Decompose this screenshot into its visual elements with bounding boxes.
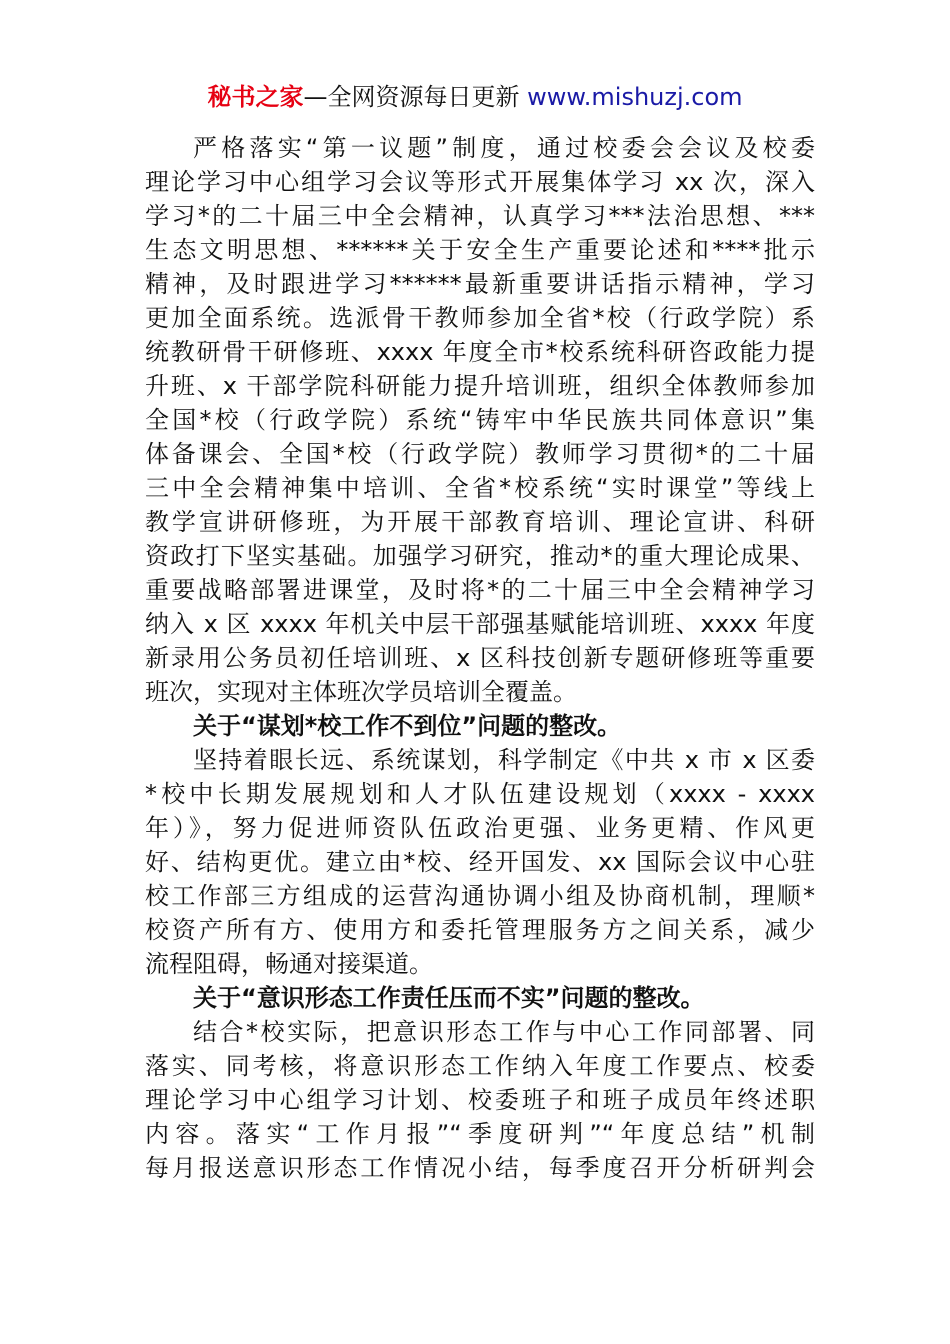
text-line: 流程阻碍，畅通对接渠道。 <box>145 950 433 978</box>
text-line: 三中全会精神集中培训、全省*校系统“实时课堂”等线上 <box>145 474 815 502</box>
site-url-link[interactable]: www.mishuzj.com <box>527 83 743 111</box>
text-line: 更加全面系统。选派骨干教师参加全省*校（行政学院）系 <box>145 304 815 332</box>
text-line: 升班、x 干部学院科研能力提升培训班，组织全体教师参加 <box>145 372 815 400</box>
text-line: 好、结构更优。建立由*校、经开国发、xx 国际会议中心驻 <box>145 848 815 876</box>
site-brand: 秘书之家 <box>207 83 304 111</box>
text-line: 每月报送意识形态工作情况小结，每季度召开分析研判会 <box>145 1154 815 1182</box>
text-line: 生态文明思想、******关于安全生产重要论述和****批示 <box>145 236 815 264</box>
text-line: 年）》，努力促进师资队伍政治更强、业务更精、作风更 <box>145 814 815 842</box>
section-heading: 关于“意识形态工作责任压而不实”问题的整改。 <box>193 984 705 1012</box>
text-line: 班次，实现对主体班次学员培训全覆盖。 <box>145 678 577 706</box>
text-line: 学习*的二十届三中全会精神，认真学习***法治思想、*** <box>145 202 815 230</box>
text-line: 资政打下坚实基础。加强学习研究，推动*的重大理论成果、 <box>145 542 815 570</box>
text-line: 严格落实“第一议题”制度，通过校委会会议及校委 <box>193 134 815 162</box>
text-line: 全国*校（行政学院）系统“铸牢中华民族共同体意识”集 <box>145 406 815 434</box>
text-line: 理论学习中心组学习计划、校委班子和班子成员年终述职 <box>145 1086 815 1114</box>
text-line: 重要战略部署进课堂，及时将*的二十届三中全会精神学习 <box>145 576 815 604</box>
text-line: 新录用公务员初任培训班、x 区科技创新专题研修班等重要 <box>145 644 815 672</box>
document-body <box>145 131 815 1185</box>
text-line: 理论学习中心组学习会议等形式开展集体学习 xx 次，深入 <box>145 168 815 196</box>
text-line: 校资产所有方、使用方和委托管理服务方之间关系，减少 <box>145 916 815 944</box>
text-line: 结合*校实际，把意识形态工作与中心工作同部署、同 <box>193 1018 815 1046</box>
text-line: 落实、同考核，将意识形态工作纳入年度工作要点、校委 <box>145 1052 815 1080</box>
section-heading: 关于“谋划*校工作不到位”问题的整改。 <box>193 712 622 740</box>
text-line: *校中长期发展规划和人才队伍建设规划（xxxx - xxxx <box>145 780 815 808</box>
site-header <box>0 80 950 114</box>
text-line: 教学宣讲研修班，为开展干部教育培训、理论宣讲、科研 <box>145 508 815 536</box>
text-line: 内容。落实“工作月报”“季度研判”“年度总结”机制 <box>145 1120 815 1148</box>
text-line: 体备课会、全国*校（行政学院）教师学习贯彻*的二十届 <box>145 440 815 468</box>
text-line: 校工作部三方组成的运营沟通协调小组及协商机制，理顺* <box>145 882 815 910</box>
text-line: 坚持着眼长远、系统谋划，科学制定《中共 x 市 x 区委 <box>193 746 815 774</box>
text-line: 精神，及时跟进学习******最新重要讲话指示精神，学习 <box>145 270 815 298</box>
text-line: 纳入 x 区 xxxx 年机关中层干部强基赋能培训班、xxxx 年度 <box>145 610 815 638</box>
site-tagline: —全网资源每日更新 <box>303 83 520 111</box>
text-line: 统教研骨干研修班、xxxx 年度全市*校系统科研咨政能力提 <box>145 338 815 366</box>
